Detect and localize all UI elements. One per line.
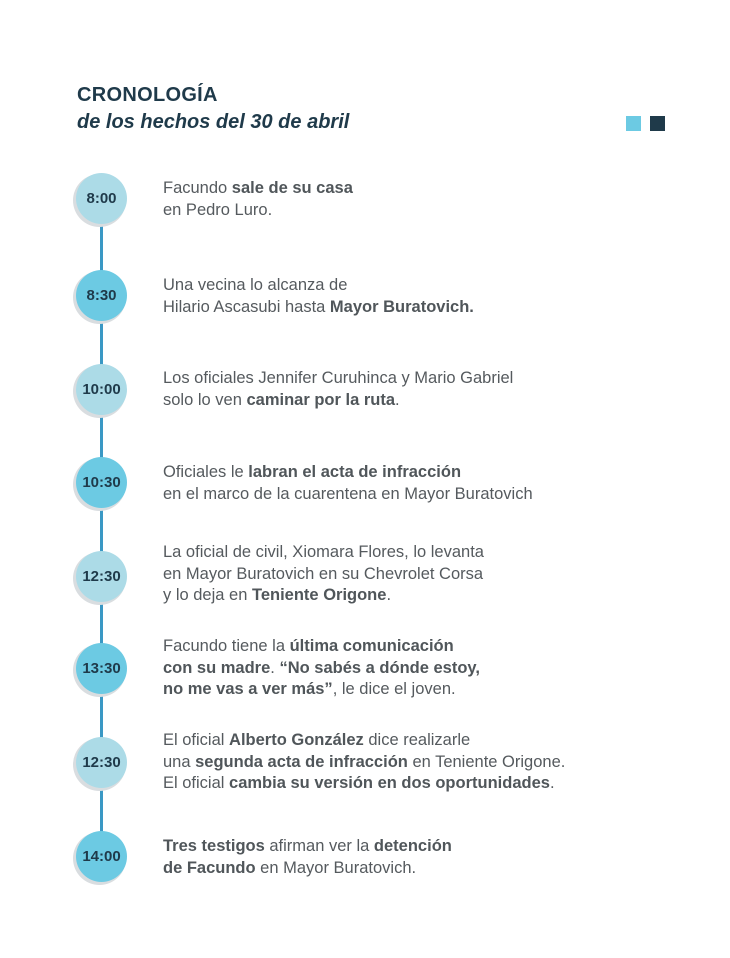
event-description: [163, 636, 663, 701]
body-text: y lo deja en: [163, 586, 252, 604]
event-description-line: [163, 564, 663, 586]
body-text: Los oficiales Jennifer Curuhinca y Mario Gabriel: [163, 369, 514, 387]
body-text: en Pedro Luro.: [163, 200, 273, 219]
body-text: una: [163, 752, 196, 771]
body-text: Hilario Ascasubi hasta: [163, 297, 330, 316]
body-text: .: [395, 390, 400, 409]
body-text: Facundo tiene la: [163, 637, 290, 655]
body-text: .: [386, 586, 392, 604]
time-circle: 10:30: [76, 457, 127, 508]
body-text: en Mayor Buratovich en su Chevrolet Corsa: [163, 564, 484, 583]
event-description-line: [163, 836, 663, 858]
emphasis-text: de Facundo: [163, 858, 256, 877]
body-text: dice realizarle: [363, 731, 471, 749]
body-text: en el marco de la cuarentena en Mayor Buratovich: [163, 484, 533, 503]
page-title: CRONOLOGÍA: [77, 84, 218, 106]
emphasis-text: sale de su casa: [231, 179, 353, 197]
emphasis-text: Alberto González: [229, 731, 364, 749]
event-description-line: [163, 773, 663, 795]
event-description-line: [163, 542, 663, 564]
emphasis-text: Teniente Origone: [251, 586, 387, 604]
emphasis-text: Tres testigos: [163, 837, 265, 855]
body-text: solo lo ven: [163, 390, 247, 409]
time-circle: 13:30: [76, 643, 127, 694]
time-circle: 14:00: [76, 831, 127, 882]
event-description-line: [163, 752, 663, 774]
body-text: .: [270, 658, 280, 677]
decorative-square-dark: [650, 116, 665, 131]
body-text: en Teniente Origone.: [407, 752, 566, 771]
event-description-line: [163, 178, 663, 200]
emphasis-text: segunda acta de infracción: [195, 752, 408, 771]
event-description-line: [163, 679, 663, 701]
emphasis-text: “No sabés a dónde estoy,: [279, 658, 480, 677]
event-description-line: [163, 858, 663, 880]
emphasis-text: última comunicación: [289, 637, 454, 655]
emphasis-text: caminar por la ruta: [246, 390, 396, 409]
event-description: [163, 730, 663, 795]
body-text: Facundo: [163, 179, 232, 197]
time-circle: 12:30: [76, 737, 127, 788]
event-description-line: [163, 462, 663, 484]
event-description-line: [163, 368, 663, 390]
time-circle: 8:30: [76, 270, 127, 321]
event-description-line: [163, 484, 663, 506]
body-text: , le dice el joven.: [332, 680, 456, 698]
emphasis-text: cambia su versión en dos oportunidades: [229, 774, 550, 792]
body-text: Oficiales le: [163, 463, 249, 481]
event-description-line: [163, 585, 663, 607]
event-description: [163, 368, 663, 411]
emphasis-text: no me vas a ver más”: [163, 680, 333, 698]
event-description: [163, 542, 663, 607]
body-text: en Mayor Buratovich.: [255, 858, 417, 877]
event-description-line: [163, 636, 663, 658]
body-text: La oficial de civil, Xiomara Flores, lo levanta: [163, 543, 484, 561]
time-circle: 12:30: [76, 551, 127, 602]
time-circle: 8:00: [76, 173, 127, 224]
body-text: El oficial: [163, 731, 230, 749]
event-description-line: [163, 390, 663, 412]
emphasis-text: detención: [373, 837, 452, 855]
time-circle: 10:00: [76, 364, 127, 415]
event-description-line: [163, 297, 663, 319]
decorative-square-light: [626, 116, 641, 131]
emphasis-text: Mayor Buratovich.: [329, 297, 474, 316]
body-text: afirman ver la: [264, 837, 374, 855]
page-subtitle: de los hechos del 30 de abril: [77, 111, 350, 133]
event-description-line: [163, 275, 663, 297]
emphasis-text: con su madre: [163, 658, 271, 677]
body-text: El oficial: [163, 774, 230, 792]
body-text: Una vecina lo alcanza de: [163, 276, 348, 294]
event-description-line: [163, 730, 663, 752]
event-description: [163, 178, 663, 221]
event-description-line: [163, 200, 663, 222]
event-description: [163, 275, 663, 318]
body-text: .: [549, 774, 555, 792]
event-description-line: [163, 658, 663, 680]
event-description: [163, 836, 663, 879]
emphasis-text: labran el acta de infracción: [248, 463, 462, 481]
event-description: [163, 462, 663, 505]
